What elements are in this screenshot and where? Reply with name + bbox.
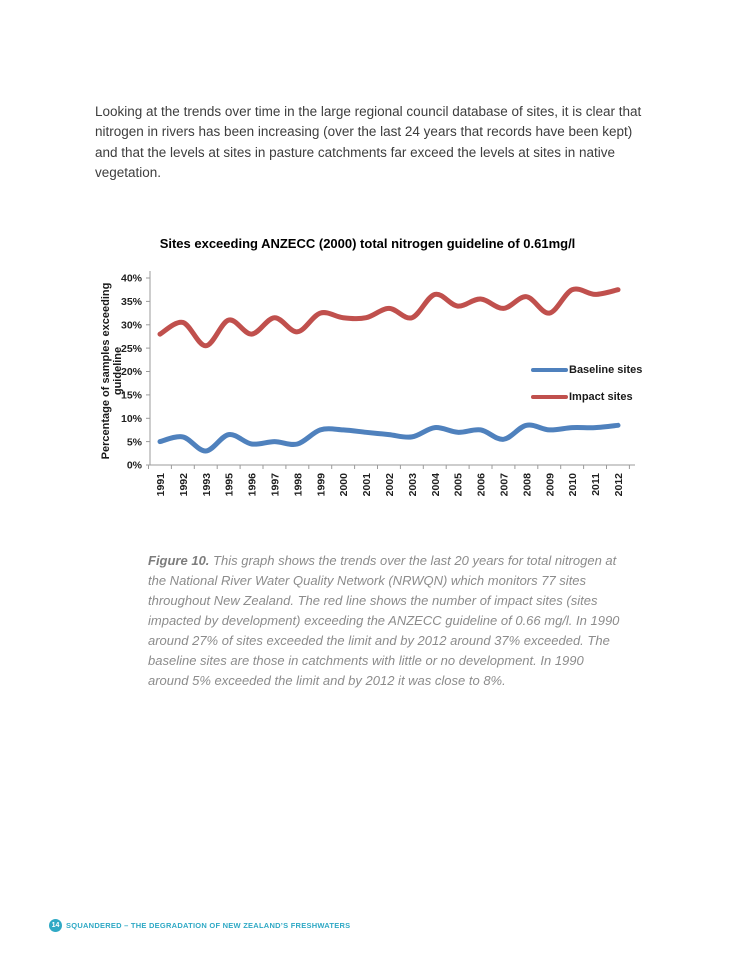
x-tick-label: 2009 xyxy=(544,473,557,497)
y-axis-title: Percentage of samples exceeding guideline xyxy=(100,282,124,460)
x-tick-label: 2002 xyxy=(384,473,396,497)
baseline-line-swatch xyxy=(531,368,568,372)
x-tick-label: 2008 xyxy=(521,473,534,497)
legend-label-baseline: Baseline sites xyxy=(569,364,643,376)
x-tick-label: 1993 xyxy=(200,473,213,497)
figure-caption-label: Figure 10. xyxy=(148,553,210,568)
impact-line-swatch xyxy=(531,395,568,399)
y-tick-label: 30% xyxy=(120,319,142,332)
y-tick-label: 35% xyxy=(120,296,142,309)
series-line-baseline-sites xyxy=(160,425,618,451)
x-tick-label: 1997 xyxy=(269,473,282,497)
x-tick-label: 2007 xyxy=(498,473,511,497)
x-tick-label: 1999 xyxy=(315,473,328,497)
y-tick-label: 40% xyxy=(120,272,142,285)
legend-label-impact: Impact sites xyxy=(569,391,633,403)
x-tick-label: 1991 xyxy=(155,473,167,497)
figure-caption xyxy=(148,551,624,691)
x-tick-label: 2010 xyxy=(567,473,580,497)
page-footer xyxy=(49,919,350,932)
y-tick-label: 25% xyxy=(120,342,142,355)
figure-caption-text: This graph shows the trends over the last 20 years for total nitrogen at the National River Water Quality Network (NRWQN) which monitors 77 sites throughout New Zealand. The red line shows the number of impact sites (sites impacted by development) exceeding the ANZECC guideline of 0.66 mg/l. In 1990 around 27% of sites exceeded the limit and by 2012 around 37% exceeded. The baseline sites are those in catchments with little or no development. In 1990 around 5% exceeded the limit and by 2012 it was close to 8%. xyxy=(148,553,620,688)
y-tick-label: 0% xyxy=(126,459,142,472)
chart-legend xyxy=(531,362,659,416)
x-tick-label: 1998 xyxy=(292,473,305,497)
intro-paragraph: Looking at the trends over time in the large regional council database of sites, it is clear that nitrogen in rivers has been increasing (over the last 24 years that records have been kept) and that the levels at sites in pasture catchments far exceed the levels at sites in native vegetation. xyxy=(95,103,642,180)
legend-item-impact xyxy=(531,389,659,405)
x-tick-label: 2011 xyxy=(590,472,603,496)
chart-figure xyxy=(95,255,660,510)
chart-title: Sites exceeding ANZECC (2000) total nitrogen guideline of 0.61mg/l xyxy=(159,236,576,251)
y-tick-label: 10% xyxy=(120,412,142,425)
x-tick-label: 2005 xyxy=(452,473,465,497)
x-tick-label: 2000 xyxy=(338,473,351,497)
legend-item-baseline xyxy=(531,362,659,378)
page-number-badge: 14 xyxy=(49,919,62,932)
y-tick-label: 20% xyxy=(120,366,142,379)
x-tick-label: 1992 xyxy=(177,473,190,497)
x-tick-label: 1996 xyxy=(246,473,259,497)
x-tick-label: 1995 xyxy=(223,473,236,497)
x-tick-label: 2006 xyxy=(475,473,488,497)
footer-title: SQUANDERED – THE DEGRADATION OF NEW ZEALAND’S FRESHWATERS xyxy=(66,921,351,930)
x-tick-label: 2003 xyxy=(406,473,419,497)
x-tick-label: 2004 xyxy=(429,473,442,497)
y-tick-label: 5% xyxy=(126,436,142,449)
y-tick-label: 15% xyxy=(120,389,142,402)
x-tick-label: 2001 xyxy=(361,473,374,497)
x-tick-label: 2012 xyxy=(613,473,625,497)
series-line-impact-sites xyxy=(160,289,618,346)
